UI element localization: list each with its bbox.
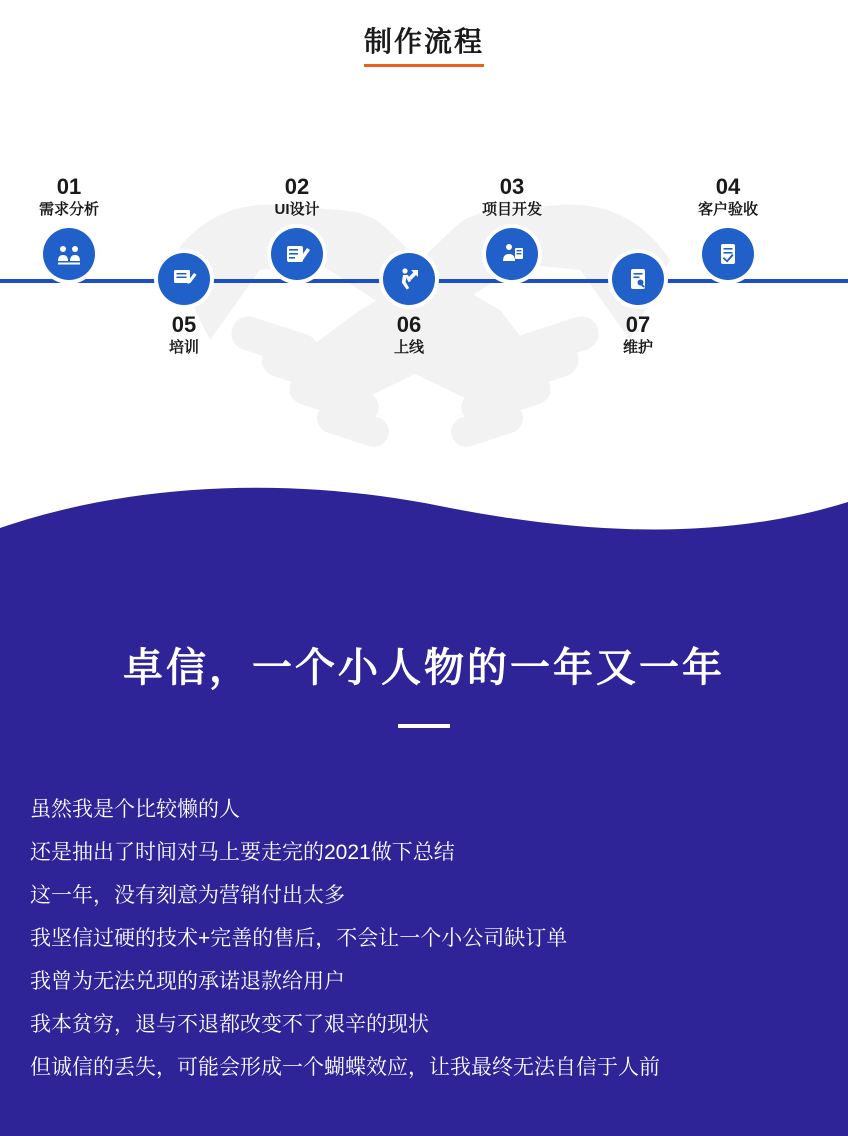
process-step-06	[349, 253, 469, 358]
training-icon	[158, 253, 210, 305]
story-line-7: 但诚信的丢失，可能会形成一个蝴蝶效应，让我最终无法自信于人前	[30, 1056, 660, 1079]
process-step-05-label: 培训	[168, 339, 199, 357]
story-section	[0, 556, 848, 1136]
launch-icon	[383, 253, 435, 305]
story-line-3: 这一年，没有刻意为营销付出太多	[30, 884, 345, 907]
page-title-text: 制作流程	[364, 20, 484, 67]
process-step-06-number: 06	[396, 312, 422, 337]
story-line-4: 我坚信过硬的技术+完善的售后，不会让一个小公司缺订单	[30, 927, 568, 950]
wave-divider	[0, 470, 848, 560]
process-step-04-label: 客户验收	[697, 201, 758, 219]
developer-icon	[486, 228, 538, 280]
story-line-5: 我曾为无法兑现的承诺退款给用户	[30, 970, 345, 993]
headline-rule	[398, 724, 450, 728]
story-body	[30, 788, 820, 1089]
process-step-02	[237, 175, 357, 280]
team-analysis-icon	[43, 228, 95, 280]
story-headline: 卓信，一个小人物的一年又一年	[123, 646, 725, 690]
document-check-icon	[702, 228, 754, 280]
process-step-03-number: 03	[499, 174, 525, 199]
process-step-01-label: 需求分析	[38, 201, 99, 219]
process-step-07-number: 07	[625, 312, 651, 337]
story-line-6: 我本贫穷，退与不退都改变不了艰辛的现状	[30, 1013, 429, 1036]
story-line-1: 虽然我是个比较懒的人	[30, 798, 240, 821]
design-pen-icon	[271, 228, 323, 280]
process-step-05	[124, 253, 244, 358]
process-step-02-number: 02	[284, 174, 310, 199]
process-step-02-label: UI设计	[274, 201, 320, 219]
process-step-07	[578, 253, 698, 358]
process-step-04-number: 04	[715, 174, 741, 199]
process-step-01-number: 01	[56, 174, 82, 199]
process-step-01	[9, 175, 129, 280]
process-step-06-label: 上线	[393, 339, 424, 357]
process-step-03	[452, 175, 572, 280]
process-step-07-label: 维护	[622, 339, 653, 357]
process-step-03-label: 项目开发	[481, 201, 542, 219]
story-line-2: 还是抽出了时间对马上要走完的2021做下总结	[30, 841, 455, 864]
maintenance-icon	[612, 253, 664, 305]
process-section	[0, 0, 848, 560]
process-step-05-number: 05	[171, 312, 197, 337]
